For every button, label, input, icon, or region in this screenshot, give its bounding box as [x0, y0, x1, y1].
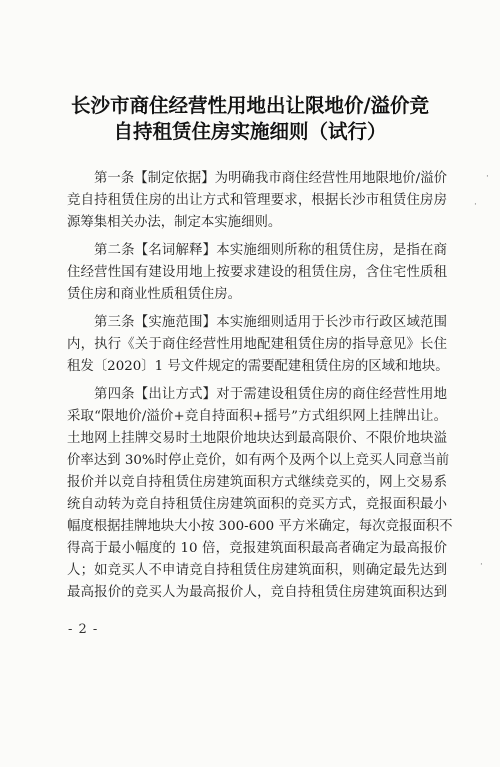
article-2-line-3: 赁住房和商业性质租赁住房。 [67, 287, 242, 302]
article-1-line-1: 第一条【制定依据】为明确我市商住经营性用地限地价/溢价 [94, 171, 447, 186]
article-4-line-1: 第四条【出让方式】对于需建设租赁住房的商住经营性用地 [94, 387, 447, 402]
article-2-line-1: 第二条【名词解释】本实施细则所称的租赁住房，是指在商 [94, 243, 447, 258]
article-4-line-7: 幅度根据挂牌地块大小按 300-600 平方米确定，每次竞报面积不 [67, 519, 453, 534]
article-4-line-8: 得高于最小幅度的 10 倍，竞报建筑面积最高者确定为最高报价 [67, 541, 447, 556]
document-title-line-2: 自持租赁住房实施细则（试行） [113, 120, 387, 143]
scan-speck: · [486, 172, 489, 182]
article-3-line-1: 第三条【实施范围】本实施细则适用于长沙市行政区域范围 [94, 315, 447, 330]
article-4-line-6: 统自动转为竞自持租赁住房建筑面积的竞买方式，竞报面积最小 [67, 497, 447, 512]
article-1-line-3: 源筹集相关办法，制定本实施细则。 [67, 215, 282, 230]
article-4-line-4: 价率达到 30%时停止竞价，如有两个及两个以上竞买人同意当前 [67, 453, 450, 468]
scan-speck: · [474, 200, 477, 210]
article-4-line-10: 最高报价的竞买人为最高报价人，竞自持租赁住房建筑面积达到 [67, 585, 447, 600]
page-number: - 2 - [68, 622, 99, 637]
article-4-line-2: 采取“限地价/溢价+竞自持面积+摇号”方式组织网上挂牌出让。 [67, 409, 447, 424]
article-4-line-3: 土地网上挂牌交易时土地限价地块达到最高限价、不限价地块溢 [67, 431, 447, 446]
article-3-line-2: 内，执行《关于商住经营性用地配建租赁住房的指导意见》长住 [67, 337, 447, 352]
article-4-line-5: 报价并以竞自持租赁住房建筑面积方式继续竞买的，网上交易系 [67, 475, 447, 490]
article-2-line-2: 住经营性国有建设用地上按要求建设的租赁住房，含住宅性质租 [67, 265, 447, 280]
article-1-line-2: 竞自持租赁住房的出让方式和管理要求，根据长沙市租赁住房房 [67, 193, 447, 208]
article-3-line-3: 租发〔2020〕1 号文件规定的需要配建租赁住房的区域和地块。 [67, 359, 449, 374]
scan-speck: · [480, 560, 483, 570]
document-title-line-1: 长沙市商住经营性用地出让限地价/溢价竞 [70, 94, 430, 117]
article-4-line-9: 人；如竞买人不申请竞自持租赁住房建筑面积，则确定最先达到 [67, 563, 447, 578]
